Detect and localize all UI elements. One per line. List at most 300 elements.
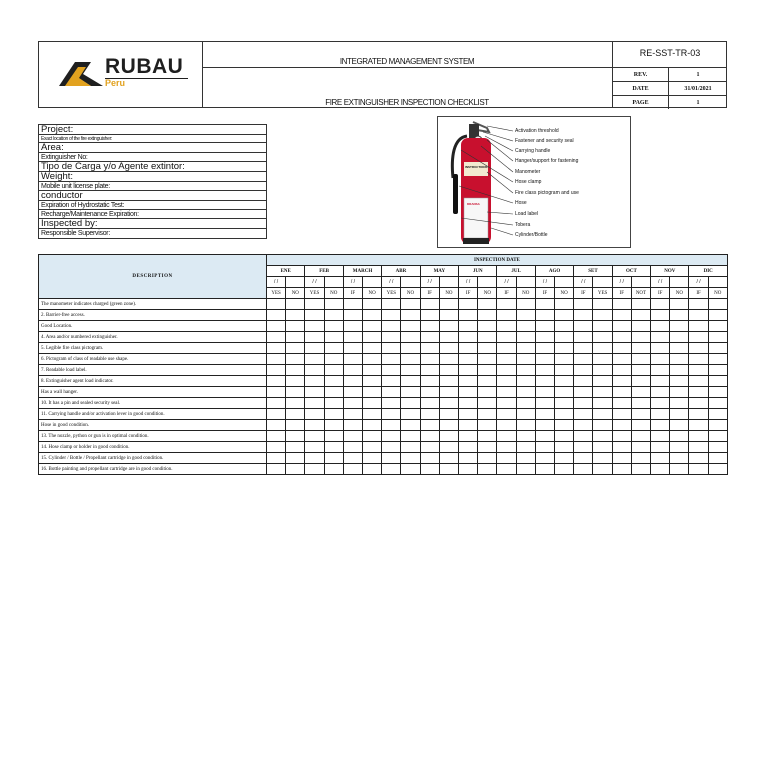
check-cell[interactable] (363, 354, 382, 365)
check-cell[interactable] (343, 464, 362, 475)
check-cell[interactable] (305, 387, 324, 398)
check-cell[interactable] (382, 387, 401, 398)
check-cell[interactable] (343, 343, 362, 354)
check-cell[interactable] (420, 398, 439, 409)
check-cell[interactable] (689, 310, 708, 321)
check-cell[interactable] (382, 442, 401, 453)
check-cell[interactable] (324, 464, 343, 475)
check-cell[interactable] (305, 464, 324, 475)
check-cell[interactable] (670, 409, 689, 420)
check-cell[interactable] (305, 332, 324, 343)
date-cell[interactable]: / / (420, 277, 439, 288)
check-cell[interactable] (555, 409, 574, 420)
check-cell[interactable] (574, 387, 593, 398)
check-cell[interactable] (535, 299, 554, 310)
check-cell[interactable] (593, 332, 612, 343)
check-cell[interactable] (612, 332, 631, 343)
check-cell[interactable] (267, 343, 286, 354)
check-cell[interactable] (516, 310, 535, 321)
check-cell[interactable] (651, 321, 670, 332)
check-cell[interactable] (593, 343, 612, 354)
date-cell[interactable] (401, 277, 420, 288)
check-cell[interactable] (382, 299, 401, 310)
check-cell[interactable] (343, 376, 362, 387)
check-cell[interactable] (459, 376, 478, 387)
check-cell[interactable] (478, 343, 497, 354)
check-cell[interactable] (593, 453, 612, 464)
check-cell[interactable] (305, 354, 324, 365)
check-cell[interactable] (651, 343, 670, 354)
check-cell[interactable] (535, 354, 554, 365)
check-cell[interactable] (670, 442, 689, 453)
check-cell[interactable] (631, 332, 650, 343)
check-cell[interactable] (382, 376, 401, 387)
check-cell[interactable] (708, 354, 727, 365)
check-cell[interactable] (459, 464, 478, 475)
check-cell[interactable] (305, 442, 324, 453)
check-cell[interactable] (363, 387, 382, 398)
check-cell[interactable] (343, 332, 362, 343)
check-cell[interactable] (651, 332, 670, 343)
check-cell[interactable] (420, 464, 439, 475)
check-cell[interactable] (420, 387, 439, 398)
check-cell[interactable] (324, 310, 343, 321)
check-cell[interactable] (612, 299, 631, 310)
check-cell[interactable] (382, 310, 401, 321)
check-cell[interactable] (689, 332, 708, 343)
check-cell[interactable] (651, 431, 670, 442)
date-cell[interactable]: / / (343, 277, 362, 288)
check-cell[interactable] (651, 464, 670, 475)
check-cell[interactable] (670, 310, 689, 321)
check-cell[interactable] (574, 464, 593, 475)
check-cell[interactable] (612, 420, 631, 431)
date-cell[interactable]: / / (651, 277, 670, 288)
check-cell[interactable] (708, 387, 727, 398)
check-cell[interactable] (267, 354, 286, 365)
check-cell[interactable] (516, 464, 535, 475)
check-cell[interactable] (612, 409, 631, 420)
check-cell[interactable] (593, 398, 612, 409)
check-cell[interactable] (708, 431, 727, 442)
check-cell[interactable] (555, 420, 574, 431)
check-cell[interactable] (574, 409, 593, 420)
check-cell[interactable] (689, 387, 708, 398)
check-cell[interactable] (631, 398, 650, 409)
check-cell[interactable] (555, 453, 574, 464)
check-cell[interactable] (574, 310, 593, 321)
check-cell[interactable] (305, 431, 324, 442)
check-cell[interactable] (593, 420, 612, 431)
check-cell[interactable] (286, 365, 305, 376)
check-cell[interactable] (574, 442, 593, 453)
check-cell[interactable] (420, 310, 439, 321)
check-cell[interactable] (286, 398, 305, 409)
check-cell[interactable] (612, 453, 631, 464)
check-cell[interactable] (305, 343, 324, 354)
check-cell[interactable] (324, 354, 343, 365)
check-cell[interactable] (535, 464, 554, 475)
check-cell[interactable] (631, 442, 650, 453)
check-cell[interactable] (708, 442, 727, 453)
check-cell[interactable] (401, 398, 420, 409)
check-cell[interactable] (267, 420, 286, 431)
check-cell[interactable] (420, 365, 439, 376)
check-cell[interactable] (593, 409, 612, 420)
check-cell[interactable] (382, 354, 401, 365)
check-cell[interactable] (708, 376, 727, 387)
check-cell[interactable] (286, 354, 305, 365)
check-cell[interactable] (305, 299, 324, 310)
check-cell[interactable] (497, 332, 516, 343)
check-cell[interactable] (401, 431, 420, 442)
check-cell[interactable] (420, 376, 439, 387)
check-cell[interactable] (689, 343, 708, 354)
check-cell[interactable] (593, 464, 612, 475)
check-cell[interactable] (535, 376, 554, 387)
check-cell[interactable] (439, 310, 458, 321)
check-cell[interactable] (286, 332, 305, 343)
check-cell[interactable] (439, 442, 458, 453)
check-cell[interactable] (574, 398, 593, 409)
check-cell[interactable] (535, 398, 554, 409)
check-cell[interactable] (401, 442, 420, 453)
check-cell[interactable] (401, 332, 420, 343)
check-cell[interactable] (478, 354, 497, 365)
check-cell[interactable] (631, 464, 650, 475)
check-cell[interactable] (286, 431, 305, 442)
check-cell[interactable] (670, 431, 689, 442)
check-cell[interactable] (555, 321, 574, 332)
check-cell[interactable] (305, 365, 324, 376)
check-cell[interactable] (535, 409, 554, 420)
check-cell[interactable] (324, 453, 343, 464)
check-cell[interactable] (286, 310, 305, 321)
check-cell[interactable] (459, 365, 478, 376)
check-cell[interactable] (555, 354, 574, 365)
check-cell[interactable] (343, 431, 362, 442)
check-cell[interactable] (459, 387, 478, 398)
check-cell[interactable] (574, 332, 593, 343)
check-cell[interactable] (593, 387, 612, 398)
check-cell[interactable] (631, 321, 650, 332)
check-cell[interactable] (670, 354, 689, 365)
check-cell[interactable] (382, 409, 401, 420)
check-cell[interactable] (343, 310, 362, 321)
check-cell[interactable] (363, 321, 382, 332)
check-cell[interactable] (651, 409, 670, 420)
check-cell[interactable] (555, 343, 574, 354)
check-cell[interactable] (708, 420, 727, 431)
check-cell[interactable] (497, 310, 516, 321)
check-cell[interactable] (555, 332, 574, 343)
check-cell[interactable] (343, 453, 362, 464)
check-cell[interactable] (459, 343, 478, 354)
check-cell[interactable] (612, 343, 631, 354)
check-cell[interactable] (286, 464, 305, 475)
check-cell[interactable] (478, 332, 497, 343)
check-cell[interactable] (670, 420, 689, 431)
check-cell[interactable] (612, 442, 631, 453)
check-cell[interactable] (651, 376, 670, 387)
check-cell[interactable] (689, 464, 708, 475)
check-cell[interactable] (286, 453, 305, 464)
check-cell[interactable] (459, 398, 478, 409)
date-cell[interactable]: / / (267, 277, 286, 288)
check-cell[interactable] (516, 420, 535, 431)
check-cell[interactable] (324, 442, 343, 453)
check-cell[interactable] (439, 332, 458, 343)
check-cell[interactable] (670, 453, 689, 464)
check-cell[interactable] (612, 387, 631, 398)
check-cell[interactable] (401, 453, 420, 464)
check-cell[interactable] (420, 420, 439, 431)
check-cell[interactable] (324, 343, 343, 354)
check-cell[interactable] (689, 376, 708, 387)
check-cell[interactable] (478, 442, 497, 453)
check-cell[interactable] (631, 409, 650, 420)
check-cell[interactable] (631, 299, 650, 310)
check-cell[interactable] (286, 299, 305, 310)
check-cell[interactable] (363, 453, 382, 464)
check-cell[interactable] (670, 464, 689, 475)
check-cell[interactable] (478, 387, 497, 398)
check-cell[interactable] (631, 310, 650, 321)
check-cell[interactable] (612, 310, 631, 321)
check-cell[interactable] (382, 365, 401, 376)
check-cell[interactable] (459, 409, 478, 420)
check-cell[interactable] (535, 343, 554, 354)
check-cell[interactable] (382, 431, 401, 442)
check-cell[interactable] (363, 420, 382, 431)
check-cell[interactable] (593, 299, 612, 310)
check-cell[interactable] (305, 453, 324, 464)
check-cell[interactable] (478, 464, 497, 475)
check-cell[interactable] (593, 354, 612, 365)
check-cell[interactable] (382, 343, 401, 354)
check-cell[interactable] (555, 376, 574, 387)
check-cell[interactable] (535, 365, 554, 376)
check-cell[interactable] (651, 420, 670, 431)
check-cell[interactable] (420, 409, 439, 420)
check-cell[interactable] (267, 442, 286, 453)
check-cell[interactable] (439, 409, 458, 420)
check-cell[interactable] (651, 299, 670, 310)
check-cell[interactable] (286, 442, 305, 453)
check-cell[interactable] (516, 299, 535, 310)
check-cell[interactable] (363, 398, 382, 409)
check-cell[interactable] (401, 299, 420, 310)
check-cell[interactable] (555, 464, 574, 475)
check-cell[interactable] (631, 343, 650, 354)
check-cell[interactable] (343, 321, 362, 332)
check-cell[interactable] (459, 431, 478, 442)
check-cell[interactable] (593, 431, 612, 442)
check-cell[interactable] (343, 354, 362, 365)
check-cell[interactable] (420, 332, 439, 343)
check-cell[interactable] (612, 354, 631, 365)
check-cell[interactable] (708, 365, 727, 376)
check-cell[interactable] (612, 431, 631, 442)
check-cell[interactable] (439, 321, 458, 332)
check-cell[interactable] (516, 343, 535, 354)
check-cell[interactable] (267, 299, 286, 310)
date-cell[interactable] (708, 277, 727, 288)
check-cell[interactable] (612, 464, 631, 475)
check-cell[interactable] (439, 365, 458, 376)
check-cell[interactable] (708, 398, 727, 409)
check-cell[interactable] (478, 376, 497, 387)
check-cell[interactable] (574, 299, 593, 310)
check-cell[interactable] (324, 420, 343, 431)
check-cell[interactable] (343, 299, 362, 310)
check-cell[interactable] (267, 431, 286, 442)
check-cell[interactable] (535, 442, 554, 453)
check-cell[interactable] (535, 420, 554, 431)
check-cell[interactable] (631, 387, 650, 398)
date-cell[interactable]: / / (305, 277, 324, 288)
check-cell[interactable] (401, 376, 420, 387)
check-cell[interactable] (612, 321, 631, 332)
date-cell[interactable] (286, 277, 305, 288)
date-cell[interactable] (478, 277, 497, 288)
check-cell[interactable] (535, 321, 554, 332)
check-cell[interactable] (651, 398, 670, 409)
check-cell[interactable] (593, 365, 612, 376)
date-cell[interactable] (670, 277, 689, 288)
check-cell[interactable] (401, 409, 420, 420)
check-cell[interactable] (324, 376, 343, 387)
check-cell[interactable] (574, 321, 593, 332)
check-cell[interactable] (497, 453, 516, 464)
check-cell[interactable] (420, 453, 439, 464)
check-cell[interactable] (516, 442, 535, 453)
check-cell[interactable] (689, 365, 708, 376)
check-cell[interactable] (478, 453, 497, 464)
check-cell[interactable] (478, 409, 497, 420)
check-cell[interactable] (324, 431, 343, 442)
check-cell[interactable] (497, 420, 516, 431)
check-cell[interactable] (439, 343, 458, 354)
check-cell[interactable] (689, 398, 708, 409)
check-cell[interactable] (497, 343, 516, 354)
check-cell[interactable] (401, 365, 420, 376)
check-cell[interactable] (439, 376, 458, 387)
check-cell[interactable] (555, 387, 574, 398)
check-cell[interactable] (689, 321, 708, 332)
check-cell[interactable] (459, 420, 478, 431)
date-cell[interactable] (324, 277, 343, 288)
check-cell[interactable] (382, 332, 401, 343)
check-cell[interactable] (267, 409, 286, 420)
check-cell[interactable] (574, 365, 593, 376)
check-cell[interactable] (497, 431, 516, 442)
date-cell[interactable]: / / (459, 277, 478, 288)
check-cell[interactable] (574, 343, 593, 354)
check-cell[interactable] (689, 431, 708, 442)
check-cell[interactable] (267, 376, 286, 387)
date-cell[interactable]: / / (574, 277, 593, 288)
check-cell[interactable] (267, 398, 286, 409)
check-cell[interactable] (670, 332, 689, 343)
check-cell[interactable] (555, 431, 574, 442)
check-cell[interactable] (651, 310, 670, 321)
check-cell[interactable] (497, 398, 516, 409)
check-cell[interactable] (708, 310, 727, 321)
check-cell[interactable] (555, 398, 574, 409)
check-cell[interactable] (401, 387, 420, 398)
check-cell[interactable] (497, 321, 516, 332)
check-cell[interactable] (689, 299, 708, 310)
check-cell[interactable] (555, 365, 574, 376)
check-cell[interactable] (401, 464, 420, 475)
check-cell[interactable] (459, 354, 478, 365)
check-cell[interactable] (651, 453, 670, 464)
check-cell[interactable] (555, 299, 574, 310)
date-cell[interactable] (439, 277, 458, 288)
check-cell[interactable] (459, 442, 478, 453)
check-cell[interactable] (305, 420, 324, 431)
check-cell[interactable] (267, 365, 286, 376)
check-cell[interactable] (651, 442, 670, 453)
check-cell[interactable] (382, 453, 401, 464)
check-cell[interactable] (401, 321, 420, 332)
date-cell[interactable] (631, 277, 650, 288)
date-cell[interactable] (593, 277, 612, 288)
check-cell[interactable] (670, 343, 689, 354)
check-cell[interactable] (363, 376, 382, 387)
check-cell[interactable] (516, 332, 535, 343)
check-cell[interactable] (459, 453, 478, 464)
check-cell[interactable] (286, 376, 305, 387)
check-cell[interactable] (670, 365, 689, 376)
check-cell[interactable] (459, 310, 478, 321)
check-cell[interactable] (478, 365, 497, 376)
check-cell[interactable] (689, 442, 708, 453)
check-cell[interactable] (343, 442, 362, 453)
check-cell[interactable] (267, 310, 286, 321)
check-cell[interactable] (535, 431, 554, 442)
check-cell[interactable] (363, 442, 382, 453)
check-cell[interactable] (439, 398, 458, 409)
check-cell[interactable] (670, 376, 689, 387)
check-cell[interactable] (593, 442, 612, 453)
check-cell[interactable] (535, 453, 554, 464)
check-cell[interactable] (305, 409, 324, 420)
check-cell[interactable] (401, 420, 420, 431)
date-cell[interactable] (516, 277, 535, 288)
check-cell[interactable] (401, 310, 420, 321)
check-cell[interactable] (478, 431, 497, 442)
check-cell[interactable] (631, 376, 650, 387)
check-cell[interactable] (363, 299, 382, 310)
check-cell[interactable] (343, 409, 362, 420)
check-cell[interactable] (478, 420, 497, 431)
check-cell[interactable] (516, 431, 535, 442)
check-cell[interactable] (439, 387, 458, 398)
check-cell[interactable] (497, 299, 516, 310)
check-cell[interactable] (420, 354, 439, 365)
check-cell[interactable] (439, 299, 458, 310)
check-cell[interactable] (286, 409, 305, 420)
check-cell[interactable] (651, 354, 670, 365)
check-cell[interactable] (516, 453, 535, 464)
check-cell[interactable] (670, 321, 689, 332)
check-cell[interactable] (612, 365, 631, 376)
check-cell[interactable] (497, 387, 516, 398)
check-cell[interactable] (439, 354, 458, 365)
check-cell[interactable] (478, 310, 497, 321)
